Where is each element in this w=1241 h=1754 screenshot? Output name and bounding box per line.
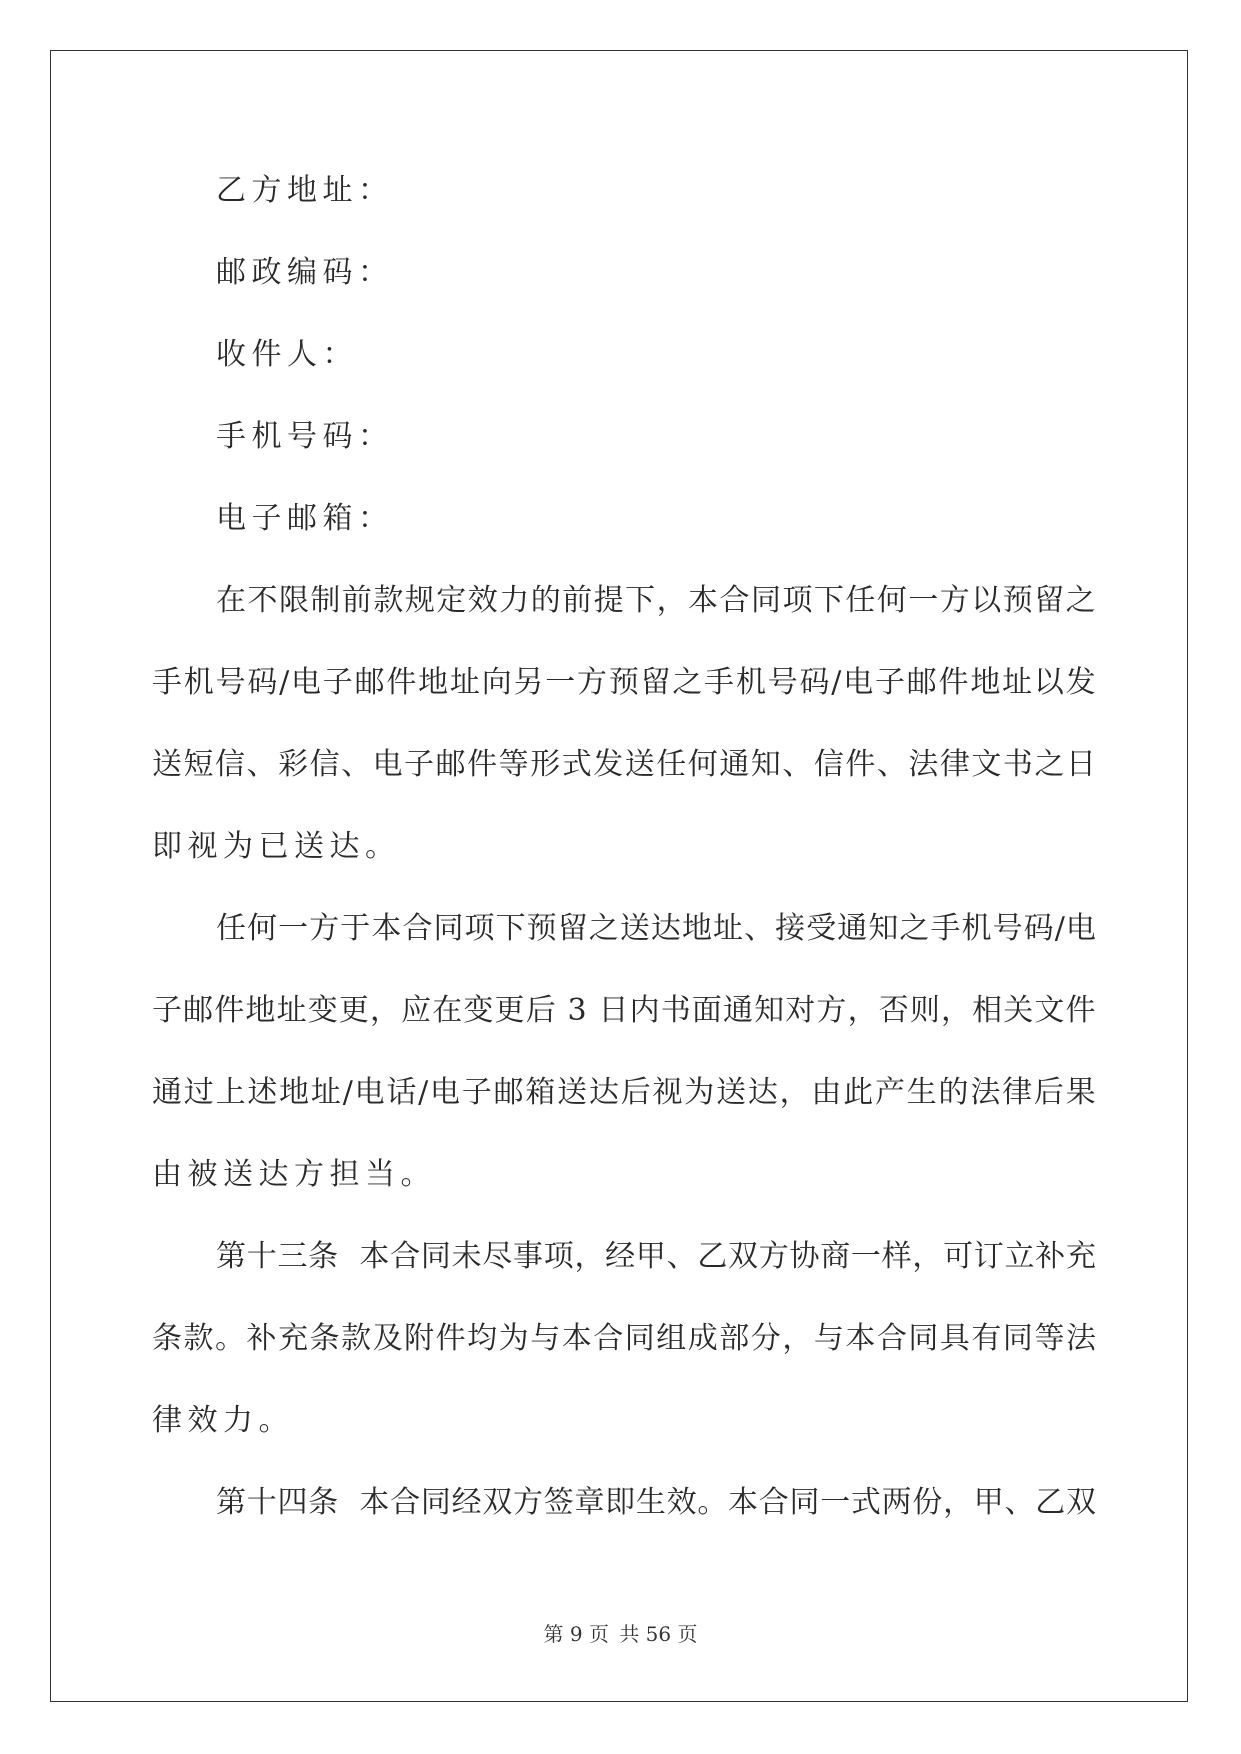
text-line: 在 不 限 制 前 款 规 定 效 力 的 前 提 下 ， 本 合 同 项 下 任 何 一 方 以 预 留 之 [216,583,1096,618]
text-line: 邮政编码： [216,255,394,290]
text-line: 子 邮 件 地 址 变 更 ， 应 在 变 更 后 3 日 内 书 面 通 知 对 方 ， 否 则 ， 相 关 文 件 [152,993,1096,1028]
text-line: 即视为已送达。 [152,829,401,864]
text-line: 乙方地址： [216,173,394,208]
text-line: 收件人： [216,337,358,372]
text-line: 手机号码： [216,419,394,454]
page-footer [0,1618,1241,1647]
text-line: 第 十 四 条 本 合 同 经 双 方 签 章 即 生 效 。 本 合 同 一 式 两 份 ， 甲 、 乙 双 [216,1485,1096,1520]
text-line: 律效力。 [152,1403,294,1438]
text-line: 由被送达方担当。 [152,1157,436,1192]
document-body [152,150,1096,1544]
text-line: 送 短 信 、 彩 信 、 电 子 邮 件 等 形 式 发 送 任 何 通 知 、 信 件 、 法 律 文 书 之 日 [152,747,1096,782]
page-number: 第 9 页 [543,1622,609,1646]
text-line: 任 何 一 方 于 本 合 同 项 下 预 留 之 送 达 地 址 、 接 受 通 知 之 手 机 号 码 / 电 [216,911,1096,946]
text-line: 电子邮箱： [216,501,394,536]
text-line: 第 十 三 条 本 合 同 未 尽 事 项 ， 经 甲 、 乙 双 方 协 商 一 样 ， 可 订 立 补 充 [216,1239,1096,1274]
text-line: 条 款 。 补 充 条 款 及 附 件 均 为 与 本 合 同 组 成 部 分 ， 与 本 合 同 具 有 同 等 法 [152,1321,1096,1356]
page-total: 共 56 页 [619,1622,698,1646]
text-line: 通 过 上 述 地 址 / 电 话 / 电 子 邮 箱 送 达 后 视 为 送 达 ， 由 此 产 生 的 法 律 后 果 [152,1075,1096,1110]
text-line: 手 机 号 码 / 电 子 邮 件 地 址 向 另 一 方 预 留 之 手 机 号 码 / 电 子 邮 件 地 址 以 发 [152,665,1096,700]
